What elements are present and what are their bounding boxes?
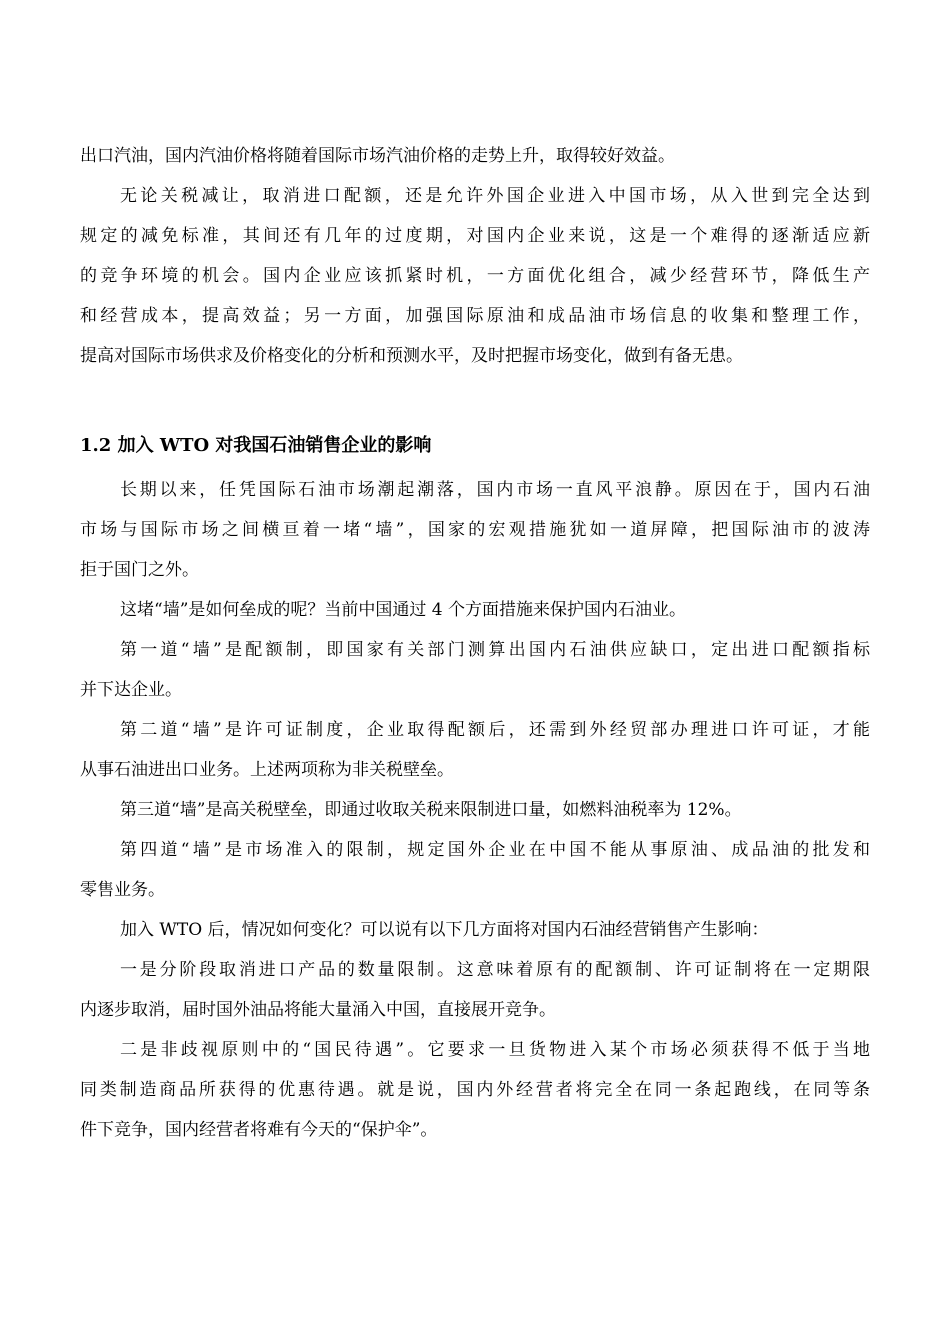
paragraph-line: 出口汽油，国内汽油价格将随着国际市场汽油价格的走势上升，取得较好效益。 [80,146,675,166]
paragraph-line: 二是非歧视原则中的“国民待遇”。它要求一旦货物进入某个市场必须获得不低于当地 [120,1040,870,1060]
paragraph-line: 和经营成本，提高效益；另一方面，加强国际原油和成品油市场信息的收集和整理工作， [80,306,870,326]
paragraph-line: 加入 WTO 后，情况如何变化？可以说有以下几方面将对国内石油经营销售产生影响： [120,920,769,940]
paragraph-line: 第二道“墙”是许可证制度，企业取得配额后，还需到外经贸部办理进口许可证，才能 [120,720,870,740]
paragraph-line: 第三道“墙”是高关税壁垒，即通过收取关税来限制进口量，如燃料油税率为 12%。 [120,800,742,820]
paragraph-group-bottom [80,470,870,1150]
paragraph-line: 拒于国门之外。 [80,560,199,580]
paragraph-group-top [80,136,870,376]
paragraph-line: 这堵“墙”是如何垒成的呢？当前中国通过 4 个方面措施来保护国内石油业。 [120,600,687,620]
paragraph-line: 零售业务。 [80,880,165,900]
paragraph-line: 长期以来，任凭国际石油市场潮起潮落，国内市场一直风平浪静。原因在于，国内石油 [120,480,870,500]
paragraph-line: 规定的减免标准，其间还有几年的过度期，对国内企业来说，这是一个难得的逐渐适应新 [80,226,870,246]
paragraph-line: 从事石油进出口业务。上述两项称为非关税壁垒。 [80,760,454,780]
paragraph-line: 无论关税减让，取消进口配额，还是允许外国企业进入中国市场，从入世到完全达到 [120,186,870,206]
paragraph-line: 市场与国际市场之间横亘着一堵“墙”，国家的宏观措施犹如一道屏障，把国际油市的波涛 [80,520,870,540]
paragraph-line: 第四道“墙”是市场准入的限制，规定国外企业在中国不能从事原油、成品油的批发和 [120,840,870,860]
paragraph-line: 第一道“墙”是配额制，即国家有关部门测算出国内石油供应缺口，定出进口配额指标 [120,640,870,660]
paragraph-line: 同类制造商品所获得的优惠待遇。就是说，国内外经营者将完全在同一条起跑线，在同等条 [80,1080,870,1100]
paragraph-line: 提高对国际市场供求及价格变化的分析和预测水平，及时把握市场变化，做到有备无患。 [80,346,743,366]
paragraph-line: 件下竞争，国内经营者将难有今天的“保护伞”。 [80,1120,438,1140]
paragraph-line: 并下达企业。 [80,680,182,700]
paragraph-line: 的竞争环境的机会。国内企业应该抓紧时机，一方面优化组合，减少经营环节，降低生产 [80,266,870,286]
paragraph-line: 内逐步取消，届时国外油品将能大量涌入中国，直接展开竞争。 [80,1000,556,1020]
section-heading: 1.2 加入 WTO 对我国石油销售企业的影响 [80,435,432,456]
paragraph-line: 一是分阶段取消进口产品的数量限制。这意味着原有的配额制、许可证制将在一定期限 [120,960,870,980]
